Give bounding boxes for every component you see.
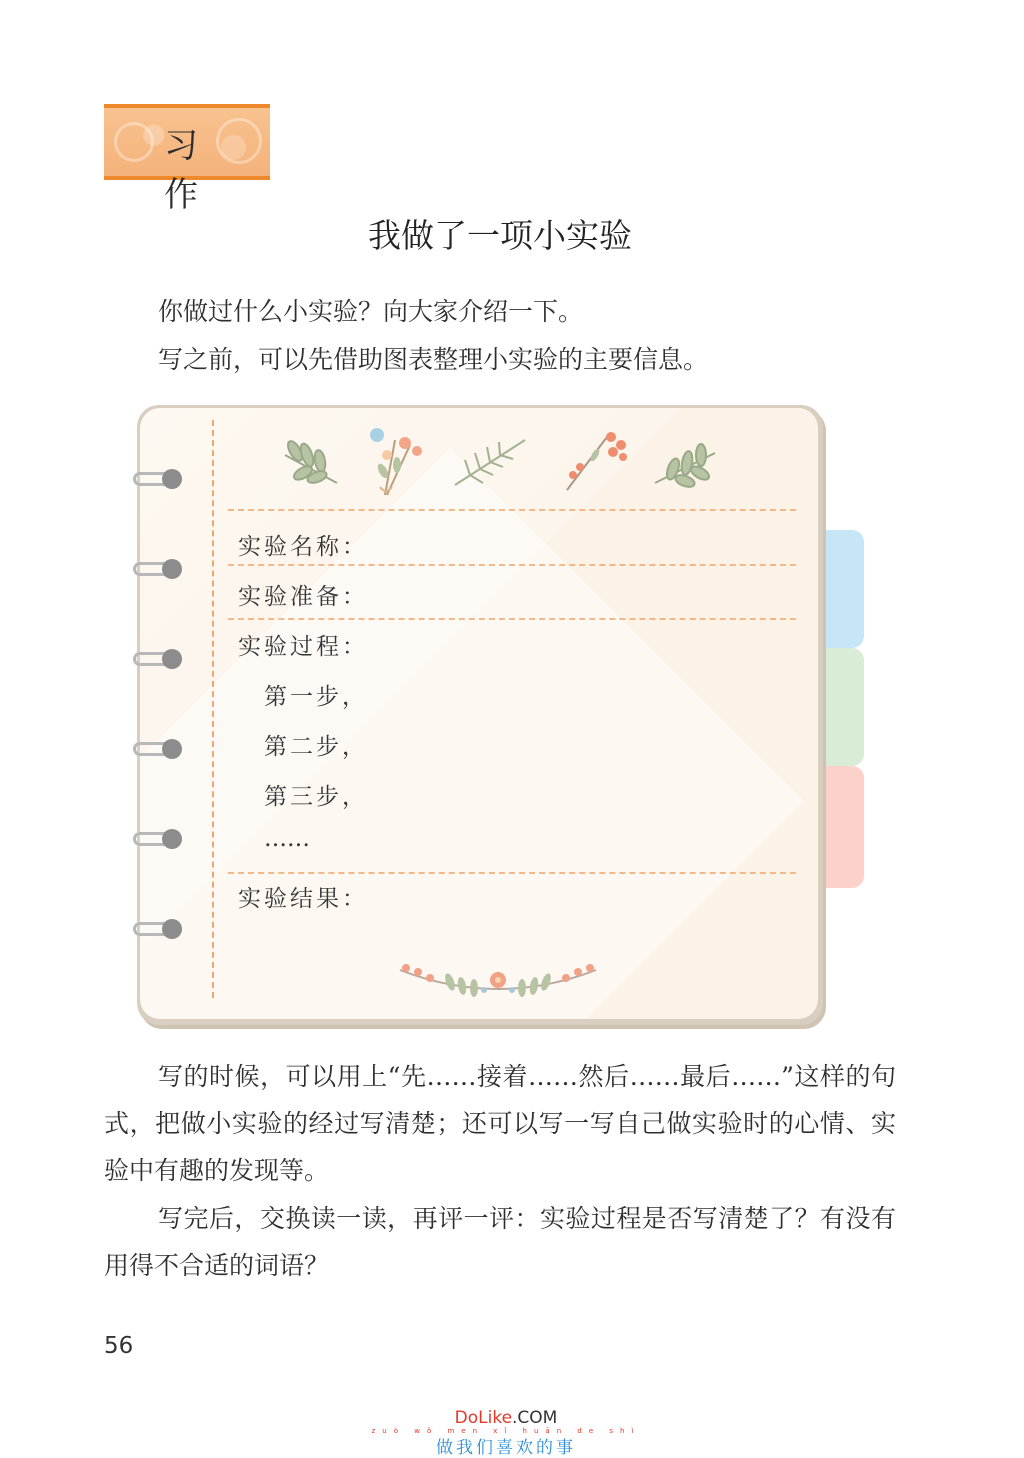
garland-decoration-icon [392, 956, 604, 1002]
notebook-tab-blue [824, 530, 864, 648]
intro-line: 你做过什么小实验？向大家介绍一下。 [158, 297, 584, 326]
notebook-tab-pink [824, 766, 864, 888]
process-step: 第三步， [264, 784, 368, 810]
intro-line: 写之前，可以先借助图表整理小实验的主要信息。 [158, 345, 709, 374]
notebook-rule [228, 509, 796, 511]
field-experiment-name: 实验名称： [238, 534, 368, 560]
field-experiment-result: 实验结果： [238, 886, 368, 912]
lesson-title: 我做了一项小实验 [368, 216, 632, 255]
notebook-tab-green [824, 648, 864, 766]
notebook-margin-line [212, 420, 214, 998]
notebook-rule [228, 872, 796, 874]
spiral-ring-icon [133, 559, 183, 581]
spiral-ring-icon [133, 739, 183, 761]
instruction-paragraph: 写完后，交换读一读，再评一评：实验过程是否写清楚了？有没有用得不合适的词语？ [104, 1204, 896, 1280]
spiral-ring-icon [133, 649, 183, 671]
watermark-brand [0, 1408, 1012, 1428]
instruction-paragraph: 写的时候，可以用上“先……接着……然后……最后……”这样的句式，把做小实验的经过写清楚；还可以写一写自己做实验时的心情、实验中有趣的发现等。 [104, 1062, 896, 1185]
botanical-decoration-icon [275, 425, 725, 505]
notebook-rule [228, 564, 796, 566]
site-watermark [0, 1408, 1012, 1458]
section-label: 习 作 [164, 126, 228, 215]
spiral-ring-icon [133, 919, 183, 941]
process-step: 第一步， [264, 684, 368, 710]
watermark-brand-accent: DoLike [454, 1408, 513, 1428]
section-banner [104, 104, 270, 215]
spiral-ring-icon [133, 469, 183, 491]
field-experiment-process: 实验过程： [238, 634, 368, 660]
spiral-ring-icon [133, 829, 183, 851]
process-step-ellipsis: …… [264, 826, 310, 852]
watermark-brand-suffix: .COM [512, 1408, 558, 1428]
notebook-rule [228, 618, 796, 620]
field-experiment-preparation: 实验准备： [238, 584, 368, 610]
watermark-pinyin: zuò wǒ men xǐ huān de shì [371, 1427, 641, 1435]
page-number: 56 [104, 1333, 134, 1359]
watermark-slogan: 做我们喜欢的事 [436, 1438, 576, 1458]
process-step: 第二步， [264, 734, 368, 760]
